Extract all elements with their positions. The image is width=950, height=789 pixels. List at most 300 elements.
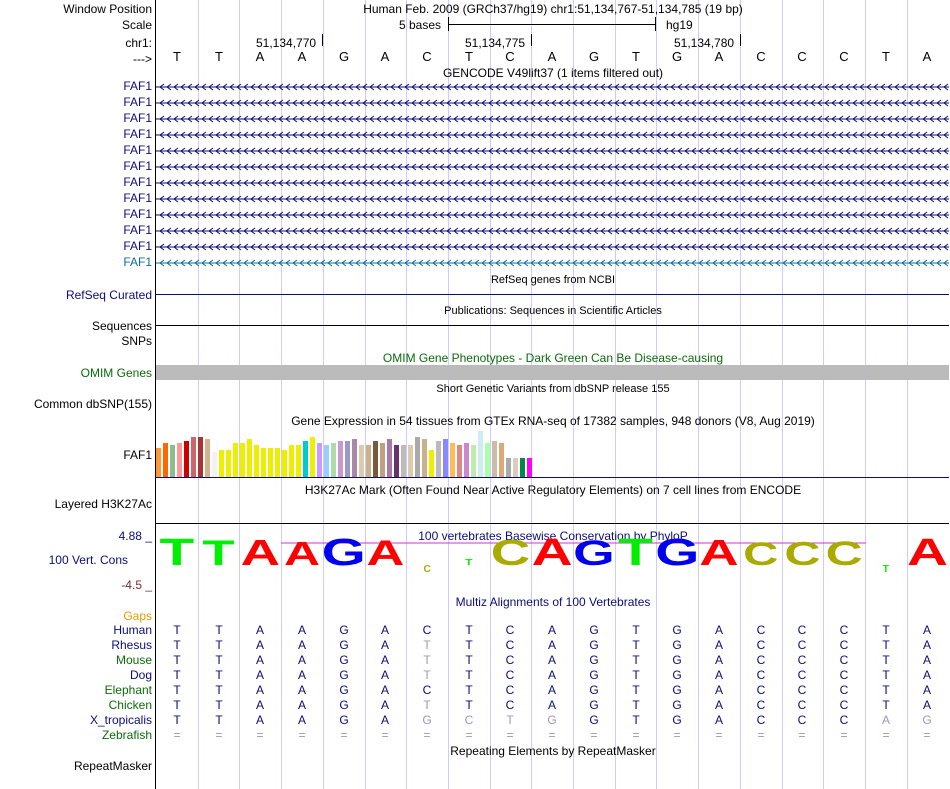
gtex-bar[interactable]: [331, 443, 336, 477]
gtex-bar[interactable]: [212, 452, 217, 477]
gencode-transcript-line[interactable]: [156, 114, 949, 124]
gencode-transcript-line[interactable]: [156, 178, 949, 188]
multiz-base: C: [839, 713, 849, 727]
sequence-base: C: [797, 49, 807, 64]
conservation-base: A: [366, 535, 405, 573]
gencode-row-label[interactable]: FAF1: [123, 159, 152, 173]
gencode-row-label[interactable]: FAF1: [123, 111, 152, 125]
coord-label: 51,134,780: [674, 36, 735, 50]
gtex-bar[interactable]: [478, 431, 483, 477]
gtex-bar[interactable]: [296, 445, 301, 477]
multiz-base: C: [756, 653, 766, 667]
multiz-species-label[interactable]: Rhesus: [111, 638, 152, 652]
multiz-base: C: [505, 698, 515, 712]
multiz-base: A: [380, 653, 389, 667]
multiz-base: T: [173, 653, 181, 667]
coord-tick: [531, 34, 532, 46]
gtex-bar[interactable]: [401, 445, 406, 477]
multiz-base: T: [465, 653, 473, 667]
multiz-base: T: [423, 668, 431, 682]
multiz-base: T: [632, 668, 640, 682]
multiz-base: C: [422, 683, 432, 697]
sequence-base: A: [380, 49, 390, 64]
gencode-row-label[interactable]: FAF1: [123, 223, 152, 237]
multiz-base: G: [339, 683, 349, 697]
gtex-bar[interactable]: [366, 445, 371, 477]
multiz-base: A: [547, 683, 556, 697]
gtex-bar[interactable]: [436, 441, 441, 477]
gtex-bar[interactable]: [289, 445, 294, 477]
multiz-base: A: [714, 638, 723, 652]
multiz-base: A: [922, 668, 931, 682]
multiz-base: =: [590, 728, 598, 742]
gtex-bar[interactable]: [191, 437, 196, 477]
gencode-transcript-line[interactable]: [156, 162, 949, 172]
multiz-base: T: [215, 653, 223, 667]
multiz-species-label[interactable]: Chicken: [108, 698, 152, 712]
multiz-base: A: [714, 698, 723, 712]
multiz-base: A: [922, 623, 931, 637]
multiz-base: C: [756, 683, 766, 697]
multiz-base: T: [215, 668, 223, 682]
gencode-row-label[interactable]: FAF1: [123, 191, 152, 205]
gtex-bar[interactable]: [324, 445, 329, 477]
coord-tick: [740, 34, 741, 46]
sequence-base: A: [255, 49, 265, 64]
multiz-base: =: [173, 728, 181, 742]
multiz-base: =: [715, 728, 723, 742]
multiz-base: A: [297, 668, 306, 682]
h3k27ac-track[interactable]: [156, 523, 949, 524]
gencode-row-label[interactable]: FAF1: [123, 175, 152, 189]
multiz-base: A: [547, 668, 556, 682]
multiz-base: =: [798, 728, 806, 742]
multiz-base: C: [505, 683, 515, 697]
multiz-base: G: [339, 713, 349, 727]
omim-track[interactable]: [156, 365, 949, 380]
gtex-bar[interactable]: [184, 441, 189, 477]
multiz-base: C: [797, 638, 807, 652]
multiz-base: T: [215, 638, 223, 652]
multiz-base: T: [632, 698, 640, 712]
conservation-base: A: [907, 535, 948, 574]
multiz-base: A: [380, 698, 389, 712]
multiz-base: G: [672, 668, 682, 682]
multiz-base: =: [632, 728, 640, 742]
pubs-label[interactable]: Sequences: [91, 319, 152, 333]
multiz-base: A: [255, 683, 264, 697]
multiz-base: A: [380, 638, 389, 652]
conservation-base: T: [159, 535, 195, 574]
multiz-base: G: [339, 668, 349, 682]
multiz-base: A: [922, 653, 931, 667]
scale-label: Scale: [121, 18, 152, 32]
multiz-base: A: [297, 683, 306, 697]
multiz-base: T: [882, 698, 890, 712]
multiz-base: T: [882, 668, 890, 682]
sequence-base: T: [215, 49, 223, 64]
window-position-label: Window Position: [63, 2, 152, 16]
multiz-base: A: [714, 683, 723, 697]
gencode-row-label[interactable]: FAF1: [123, 239, 152, 253]
multiz-base: =: [423, 728, 431, 742]
multiz-base: A: [881, 713, 890, 727]
multiz-base: G: [589, 683, 599, 697]
conservation-base: C: [825, 535, 863, 573]
multiz-base: C: [756, 713, 766, 727]
gtex-bar[interactable]: [170, 445, 175, 477]
h3k27ac-label[interactable]: Layered H3K27Ac: [54, 497, 152, 511]
sequence-base: A: [714, 49, 724, 64]
conservation-base: C: [743, 535, 779, 573]
gtex-bar[interactable]: [499, 443, 504, 477]
multiz-base: =: [506, 728, 514, 742]
h3k27ac-title: H3K27Ac Mark (Often Found Near Active Regulatory Elements) on 7 cell lines from ENCODE: [304, 483, 802, 497]
gtex-bar[interactable]: [415, 437, 420, 477]
multiz-base: A: [297, 653, 306, 667]
sequence-base: C: [422, 49, 432, 64]
multiz-base: T: [423, 698, 431, 712]
gtex-bar[interactable]: [457, 445, 462, 477]
scale-bar: [448, 17, 656, 32]
pubs-title: Publications: Sequences in Scientific Articles: [444, 305, 662, 317]
pubs-track[interactable]: [156, 325, 949, 326]
gtex-bar[interactable]: [247, 439, 252, 477]
gtex-bar[interactable]: [275, 448, 280, 477]
multiz-base: A: [922, 638, 931, 652]
multiz-base: C: [839, 638, 849, 652]
multiz-base: G: [339, 653, 349, 667]
multiz-base: A: [547, 653, 556, 667]
gencode-row-label[interactable]: FAF1: [123, 95, 152, 109]
multiz-base: =: [298, 728, 306, 742]
multiz-base: T: [215, 683, 223, 697]
conservation-base: C: [423, 564, 431, 575]
gtex-baseline: [156, 477, 949, 478]
multiz-base: C: [756, 623, 766, 637]
chrom-label: chr1:: [125, 36, 152, 50]
multiz-title: Multiz Alignments of 100 Vertebrates: [455, 595, 651, 609]
multiz-base: T: [173, 668, 181, 682]
dbsnp-label[interactable]: Common dbSNP(155): [33, 397, 152, 411]
conservation-base: G: [655, 535, 700, 574]
gtex-bar[interactable]: [310, 437, 315, 477]
multiz-base: A: [297, 638, 306, 652]
conservation-base: A: [283, 535, 321, 573]
multiz-base: G: [589, 638, 599, 652]
multiz-base: =: [840, 728, 848, 742]
gtex-bar[interactable]: [233, 443, 238, 477]
multiz-species-label[interactable]: Elephant: [104, 683, 152, 697]
multiz-base: T: [632, 653, 640, 667]
gencode-row-label[interactable]: FAF1: [123, 255, 152, 269]
multiz-base: T: [465, 668, 473, 682]
multiz-species-label[interactable]: Dog: [129, 668, 152, 682]
gtex-bar[interactable]: [464, 443, 469, 477]
gaps-label: Gaps: [123, 609, 152, 623]
gtex-bar[interactable]: [471, 445, 476, 477]
gtex-bar[interactable]: [338, 441, 343, 477]
multiz-base: C: [505, 638, 515, 652]
multiz-base: T: [215, 713, 223, 727]
gtex-bar[interactable]: [219, 450, 224, 477]
gencode-row-label[interactable]: FAF1: [123, 143, 152, 157]
multiz-base: T: [215, 698, 223, 712]
gtex-bar[interactable]: [527, 458, 532, 477]
gencode-transcript-line[interactable]: [156, 146, 949, 156]
multiz-base: G: [589, 668, 599, 682]
conservation-base: A: [531, 535, 573, 574]
multiz-base: G: [422, 713, 432, 727]
multiz-base: G: [672, 698, 682, 712]
multiz-base: A: [297, 713, 306, 727]
conservation-base: T: [618, 535, 653, 574]
gtex-bar[interactable]: [254, 445, 259, 477]
multiz-base: A: [380, 683, 389, 697]
multiz-base: =: [340, 728, 348, 742]
multiz-base: A: [714, 623, 723, 637]
conservation-base: A: [699, 535, 739, 573]
multiz-base: A: [922, 683, 931, 697]
strand-label: --->: [133, 52, 152, 66]
multiz-base: A: [714, 713, 723, 727]
multiz-base: T: [882, 623, 890, 637]
multiz-base: A: [380, 713, 389, 727]
multiz-base: A: [547, 638, 556, 652]
sequence-base: G: [338, 49, 350, 64]
multiz-base: C: [756, 668, 766, 682]
multiz-base: G: [589, 713, 599, 727]
scale-text: 5 bases: [399, 18, 442, 32]
sequence-base: G: [588, 49, 600, 64]
gencode-row-label[interactable]: FAF1: [123, 127, 152, 141]
multiz-species-label[interactable]: Human: [113, 623, 152, 637]
multiz-base: C: [797, 683, 807, 697]
multiz-base: A: [922, 698, 931, 712]
gtex-bar[interactable]: [156, 448, 161, 477]
gtex-bar[interactable]: [317, 443, 322, 477]
multiz-base: =: [757, 728, 765, 742]
multiz-base: C: [756, 698, 766, 712]
multiz-base: =: [548, 728, 556, 742]
gtex-bar[interactable]: [177, 443, 182, 477]
multiz-base: T: [632, 683, 640, 697]
multiz-base: T: [882, 683, 890, 697]
conservation-base: T: [465, 558, 473, 568]
multiz-base: A: [255, 713, 264, 727]
multiz-base: =: [673, 728, 681, 742]
multiz-base: C: [839, 668, 849, 682]
refseq-title: RefSeq genes from NCBI: [490, 274, 616, 286]
conservation-base: T: [202, 535, 235, 573]
gtex-bar[interactable]: [359, 445, 364, 477]
coord-label: 51,134,775: [465, 36, 526, 50]
gtex-bar[interactable]: [394, 445, 399, 477]
sequence-base: A: [922, 49, 932, 64]
gtex-bar[interactable]: [443, 439, 448, 477]
sequence-base: C: [756, 49, 766, 64]
sequence-base: T: [465, 49, 473, 64]
sequence-base: A: [297, 49, 307, 64]
conservation-base: C: [490, 535, 531, 573]
gencode-transcript-line[interactable]: [156, 210, 949, 220]
multiz-base: A: [547, 623, 556, 637]
gencode-transcript-line[interactable]: [156, 82, 949, 92]
coord-tick: [322, 34, 323, 46]
gtex-bar[interactable]: [429, 450, 434, 477]
refseq-track[interactable]: [156, 294, 949, 295]
multiz-base: A: [380, 668, 389, 682]
multiz-base: A: [255, 653, 264, 667]
multiz-base: T: [215, 623, 223, 637]
multiz-base: C: [839, 683, 849, 697]
gtex-bar[interactable]: [352, 439, 357, 477]
conservation-track[interactable]: [156, 535, 950, 595]
multiz-species-label[interactable]: Mouse: [115, 653, 152, 667]
gtex-bar[interactable]: [513, 458, 518, 477]
multiz-base: =: [215, 728, 223, 742]
multiz-base: G: [589, 653, 599, 667]
multiz-base: A: [547, 698, 556, 712]
multiz-base: C: [839, 653, 849, 667]
coord-label: 51,134,770: [256, 36, 317, 50]
gtex-bar[interactable]: [520, 458, 525, 477]
cons-min-label: -4.5 _: [121, 578, 152, 592]
multiz-base: G: [672, 623, 682, 637]
multiz-base: C: [797, 623, 807, 637]
multiz-base: T: [423, 638, 431, 652]
gencode-transcript-line[interactable]: [156, 242, 949, 252]
multiz-base: G: [672, 683, 682, 697]
dbsnp-title: Short Genetic Variants from dbSNP release 155: [436, 383, 670, 395]
multiz-base: =: [923, 728, 931, 742]
multiz-base: T: [632, 638, 640, 652]
repeatmasker-label[interactable]: RepeatMasker: [73, 759, 152, 773]
refseq-label[interactable]: RefSeq Curated: [65, 288, 152, 302]
multiz-base: T: [632, 623, 640, 637]
gtex-track[interactable]: [156, 428, 949, 478]
conservation-base: C: [784, 535, 821, 573]
multiz-base: C: [797, 698, 807, 712]
cons-label[interactable]: 100 Vert. Cons: [48, 553, 128, 567]
multiz-base: G: [589, 698, 599, 712]
gtex-bar[interactable]: [303, 441, 308, 477]
multiz-base: C: [797, 668, 807, 682]
gtex-bar[interactable]: [282, 450, 287, 477]
cons-title: 100 vertebrates Basewise Conservation by PhyloP: [418, 529, 688, 543]
multiz-base: C: [505, 623, 515, 637]
conservation-base: G: [321, 535, 366, 574]
multiz-base: C: [464, 713, 474, 727]
gtex-bar[interactable]: [268, 448, 273, 477]
sequence-base: T: [173, 49, 181, 64]
multiz-species-label[interactable]: X_tropicalis: [89, 713, 152, 727]
gencode-row-label[interactable]: FAF1: [123, 79, 152, 93]
window-position-text: Human Feb. 2009 (GRCh37/hg19) chr1:51,134,767-51,134,785 (19 bp): [363, 2, 743, 16]
gtex-bar[interactable]: [163, 443, 168, 477]
multiz-base: T: [173, 638, 181, 652]
multiz-base: T: [423, 653, 431, 667]
multiz-base: =: [882, 728, 890, 742]
gencode-transcript-line[interactable]: [156, 258, 949, 268]
gencode-transcript-line[interactable]: [156, 98, 949, 108]
gtex-bar[interactable]: [450, 443, 455, 477]
sequence-base: T: [882, 49, 890, 64]
multiz-base: C: [797, 713, 807, 727]
omim-title: OMIM Gene Phenotypes - Dark Green Can Be Disease-causing: [382, 351, 724, 365]
gencode-transcript-line[interactable]: [156, 194, 949, 204]
multiz-base: T: [632, 713, 640, 727]
multiz-base: G: [339, 623, 349, 637]
multiz-base: A: [255, 668, 264, 682]
multiz-base: A: [714, 653, 723, 667]
multiz-base: T: [465, 623, 473, 637]
gtex-bar[interactable]: [422, 439, 427, 477]
gtex-bar[interactable]: [492, 441, 497, 477]
gtex-bar[interactable]: [198, 437, 203, 477]
gtex-bar[interactable]: [485, 443, 490, 477]
scale-db: hg19: [666, 18, 693, 32]
multiz-base: T: [882, 653, 890, 667]
gtex-bar[interactable]: [205, 439, 210, 477]
omim-label[interactable]: OMIM Genes: [80, 366, 152, 380]
gtex-bar[interactable]: [345, 441, 350, 477]
multiz-base: T: [882, 638, 890, 652]
gtex-bar[interactable]: [380, 443, 385, 477]
multiz-base: T: [173, 713, 181, 727]
gtex-bar[interactable]: [373, 441, 378, 477]
multiz-base: C: [422, 623, 432, 637]
gtex-bar[interactable]: [506, 458, 511, 477]
gtex-label[interactable]: FAF1: [123, 448, 152, 462]
gtex-bar[interactable]: [240, 443, 245, 477]
gtex-title: Gene Expression in 54 tissues from GTEx RNA-seq of 17382 samples, 948 donors (V8, Aug 2019): [291, 414, 815, 428]
gencode-transcript-line[interactable]: [156, 226, 949, 236]
multiz-base: C: [505, 668, 515, 682]
multiz-base: T: [173, 698, 181, 712]
multiz-base: A: [380, 623, 389, 637]
multiz-base: T: [465, 638, 473, 652]
gtex-bar[interactable]: [226, 450, 231, 477]
multiz-base: G: [672, 638, 682, 652]
gtex-bar[interactable]: [261, 448, 266, 477]
multiz-species-label[interactable]: Zebrafish: [101, 728, 152, 742]
multiz-base: G: [922, 713, 932, 727]
multiz-base: =: [256, 728, 264, 742]
gencode-row-label[interactable]: FAF1: [123, 207, 152, 221]
multiz-base: A: [297, 698, 306, 712]
multiz-base: G: [547, 713, 557, 727]
snps-label[interactable]: SNPs: [121, 334, 152, 348]
gtex-bar[interactable]: [387, 439, 392, 477]
gencode-transcript-line[interactable]: [156, 130, 949, 140]
multiz-base: G: [339, 638, 349, 652]
repeatmasker-title: Repeating Elements by RepeatMasker: [450, 744, 656, 758]
multiz-base: A: [255, 623, 264, 637]
conservation-base: T: [882, 564, 889, 575]
multiz-base: A: [255, 698, 264, 712]
sequence-base: T: [632, 49, 640, 64]
multiz-base: T: [173, 683, 181, 697]
multiz-base: G: [339, 698, 349, 712]
multiz-base: C: [797, 653, 807, 667]
gtex-bar[interactable]: [408, 445, 413, 477]
multiz-base: T: [465, 683, 473, 697]
conservation-base: G: [573, 535, 615, 573]
gencode-title: GENCODE V49lift37 (1 items filtered out): [442, 66, 664, 80]
multiz-base: T: [173, 623, 181, 637]
multiz-base: A: [297, 623, 306, 637]
